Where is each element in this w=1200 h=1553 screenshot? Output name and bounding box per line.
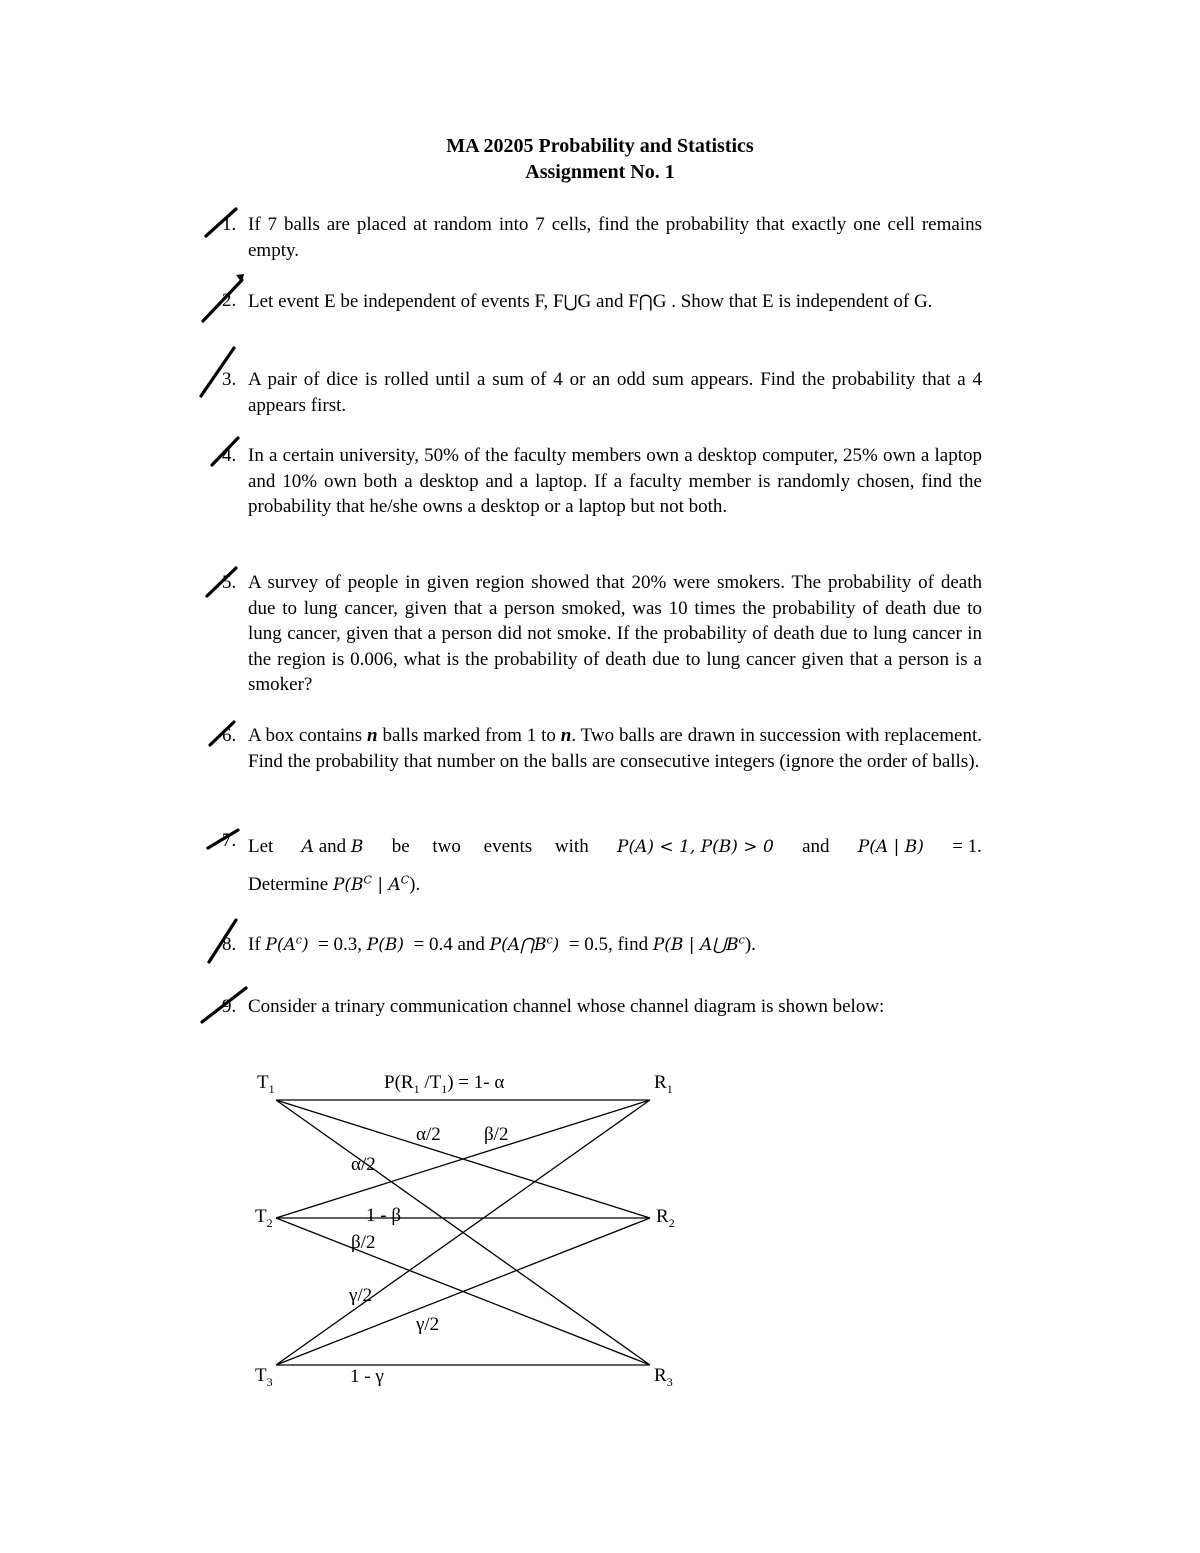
label-alpha-half-lower: α/2 bbox=[351, 1154, 376, 1175]
document-subtitle: Assignment No. 1 bbox=[525, 161, 675, 183]
node-r1: $R_1$ bbox=[654, 1072, 673, 1096]
question-number-8: 8. bbox=[222, 934, 237, 955]
question-3-text: A pair of dice is rolled until a sum of 4 or an odd sum appears. Find the probability that a 4 appears first. bbox=[248, 369, 982, 416]
label-beta-half-upper: β/2 bbox=[484, 1124, 509, 1145]
question-1-text: If 7 balls are placed at random into 7 cells, find the probability that exactly one cell remains empty. bbox=[248, 214, 982, 261]
node-t2: $T_2$ bbox=[255, 1206, 273, 1230]
question-8-text: If $P(A^c) = 0.3$, P(B) = 0.4 and $P(A⋂B^c) = 0.5$, find P(B | $A⋃B^c$). bbox=[248, 933, 756, 955]
question-6-text: A box contains n balls marked from 1 to n. Two balls are drawn in succession with replacement. Find the probability that number on the balls are consecutive integers (ignore the order of balls). bbox=[248, 725, 982, 772]
label-gamma-half-left: γ/2 bbox=[349, 1285, 373, 1306]
node-r2: $R_2$ bbox=[656, 1206, 675, 1230]
label-p-r1-given-t1: $P(R_1$ $/T_1) = 1-$ α bbox=[384, 1072, 505, 1096]
label-gamma-half-right: γ/2 bbox=[416, 1314, 440, 1335]
question-7-text: Let A and B be two events with P(A) < 1, P(B) > 0 and P(A | B) = 1. Determine $P(B^C$ | $A^C$). bbox=[248, 836, 982, 895]
label-one-minus-beta: 1 - β bbox=[366, 1205, 401, 1226]
label-one-minus-gamma: 1 - γ bbox=[350, 1366, 384, 1387]
node-t3: $T_3$ bbox=[255, 1365, 273, 1389]
question-5-text: A survey of people in given region showed that 20% were smokers. The probability of death due to lung cancer, given that a person smoked, was 10 times the probability of death due to lung cancer, given that a person did not smoke. If the probability of death due to lung cancer in the region is 0.006, what is the probability of death due to lung cancer given that a person is a smoker? bbox=[248, 572, 982, 695]
question-number-3: 3. bbox=[222, 369, 237, 390]
question-number-7: 7. bbox=[222, 830, 237, 851]
question-number-9: 9. bbox=[222, 996, 237, 1017]
label-beta-half-lower: β/2 bbox=[351, 1232, 376, 1253]
question-number-1: 1. bbox=[222, 214, 237, 235]
label-alpha-half-upper: α/2 bbox=[416, 1124, 441, 1145]
node-t1: $T_1$ bbox=[257, 1072, 275, 1096]
question-number-2: 2. bbox=[222, 290, 237, 311]
node-r3: $R_3$ bbox=[654, 1365, 673, 1389]
question-9-text: Consider a trinary communication channel whose channel diagram is shown below: bbox=[248, 996, 885, 1017]
question-number-6: 6. bbox=[222, 725, 237, 746]
question-2-text: Let event E be independent of events F, F⋃G and F⋂G . Show that E is independent of G. bbox=[248, 291, 933, 312]
question-number-5: 5. bbox=[222, 572, 237, 593]
document-title: MA 20205 Probability and Statistics bbox=[446, 135, 754, 157]
question-4-text: In a certain university, 50% of the faculty members own a desktop computer, 25% own a laptop and 10% own both a desktop and a laptop. If a faculty member is randomly chosen, find the probability that he/she owns a desktop or a laptop but not both. bbox=[248, 445, 982, 517]
question-number-4: 4. bbox=[222, 445, 237, 466]
